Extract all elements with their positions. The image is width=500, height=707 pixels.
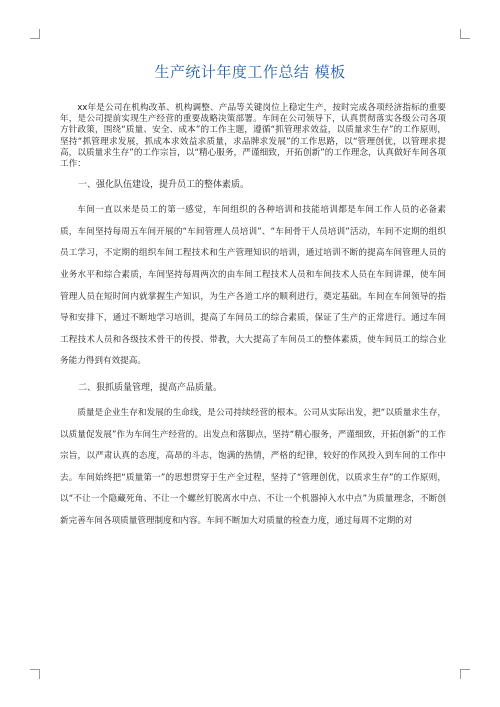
section-heading-2: 二、狠抓质量管理，提高产品质量。 bbox=[78, 382, 223, 393]
crop-mark bbox=[460, 38, 470, 39]
intro-paragraph: xx年是公司在机构改革、机构调整、产品等关键岗位上稳定生产，按时完成各项经济指标的重要年，是公司提前实现生产经营的重要战略决策部署。车间在公司领导下，认真贯彻落实各级公司各项方针政策，围绕“质量、安全、成本”的工作主题，遵循“抓管理求效益，以质量求生存”的工作原则，坚持“抓管理求发展，抓成本求效益求质量，求品牌求发展”的工作思路，以“管理创优，以管理求提高，以质量求生存”的工作宗旨，以“精心服务，严谨细致，开拓创新”的工作理念，认真做好车间各项工作： bbox=[60, 103, 446, 170]
crop-mark bbox=[39, 29, 40, 39]
document-title: 生产统计年度工作总结 模板 bbox=[154, 63, 346, 81]
crop-mark bbox=[39, 669, 40, 679]
section-body-2: 质量是企业生存和发展的生命线，是公司持续经营的根本。公司从实际出发，把“以质量求生存，以质量促发展”作为车间生产经营的。出发点和落脚点，坚持“精心服务，严谨细致，开拓创新”的工作宗旨，以严肃认真的态度，高昂的斗志，饱满的热情，严格的纪律，较好的作风投入到车间的工作中去。车间始终把“质量第一”的思想贯穿于生产全过程，坚持了“管理创优，以质求生存”的工作原则，以“不让一个隐藏死角、不让一个螺丝钉脱离水中点、不让一个机器掉入水中点”为质量理念，不断创新完善车间各项质量管理制度和内容。车间不断加大对质量的检查力度，通过每周不定期的对 bbox=[60, 407, 446, 526]
section-body-1: 车间一直以来是员工的第一感觉，车间组织的各种培训和技能培训都是车间工作人员的必备素质，车间坚持每周五车间开展的“车间管理人员培训”、“车间骨干人员培训”活动，车间不定期的组织员工学习，不定期的组织车间工程技术和生产管理知识的培训，通过培训不断的提高车间管理人员的业务水平和综合素质，车间坚持每周两次的由车间工程技术人员和车间技术人员在车间讲课，使车间管理人员在短时间内就掌握生产知识，为生产各道工序的顺利进行，奠定基础。车间在车间领导的指导和安排下，通过不断地学习培训，提高了车间员工的综合素质，保证了生产的正常进行。通过车间工程技术人员和各级技术骨干的传授、带教，大大提高了车间员工的整体素质，使车间员工的综合业务能力得到有效提高。 bbox=[60, 205, 446, 367]
crop-mark bbox=[460, 669, 461, 679]
crop-mark bbox=[460, 29, 461, 39]
section-heading-1: 一、强化队伍建设，提升员工的整体素质。 bbox=[78, 180, 250, 191]
document-body bbox=[60, 103, 446, 533]
crop-mark bbox=[460, 669, 470, 670]
